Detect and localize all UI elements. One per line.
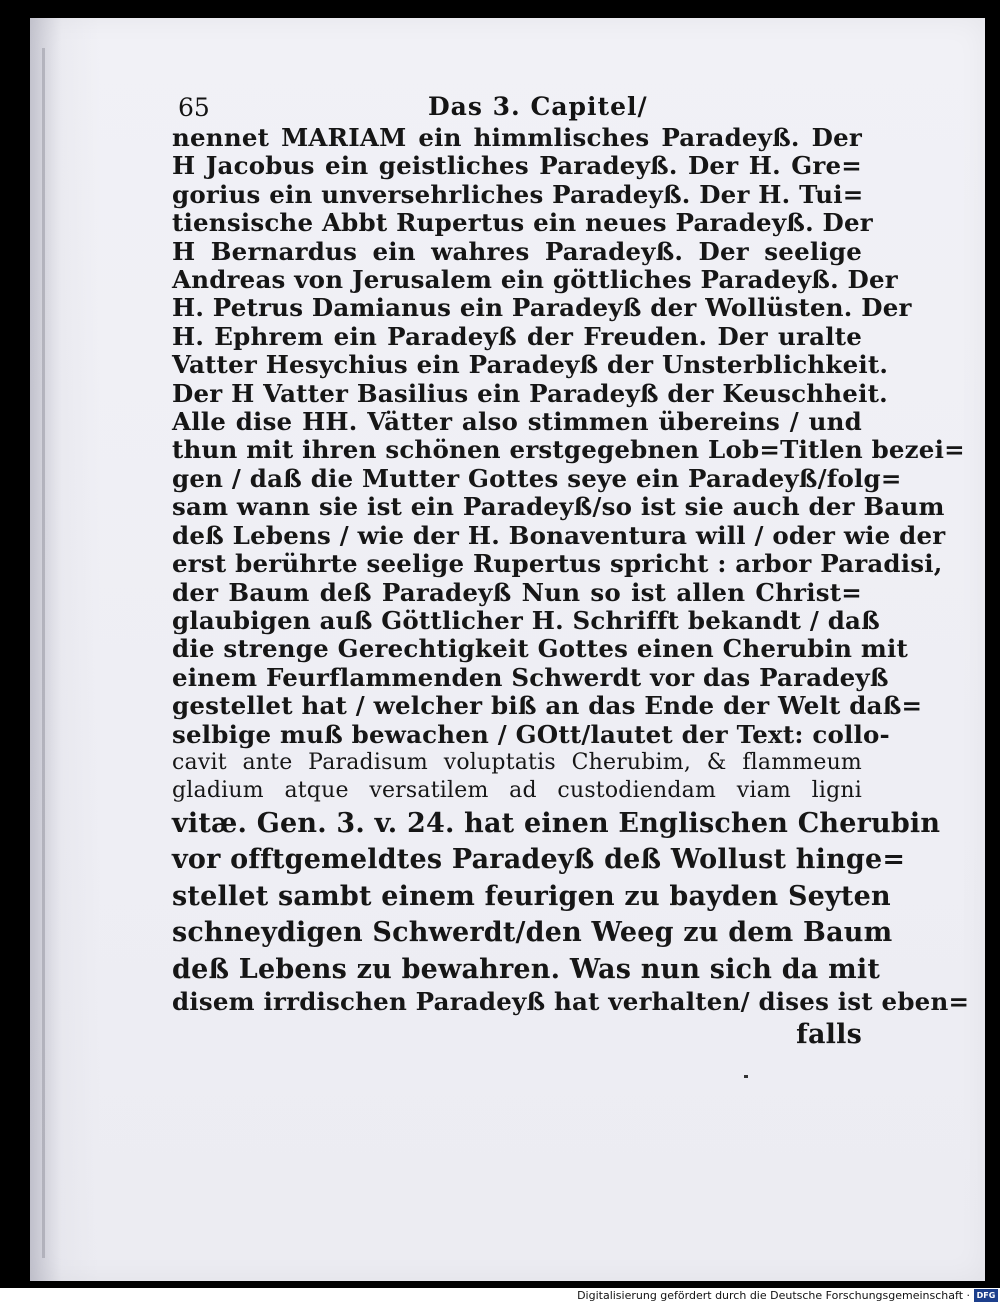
text-line: vitæ. Gen. 3. v. 24. hat einen Englischen Cherubin	[172, 807, 941, 839]
text-line: Vatter Hesychius ein Paradeyß der Unsterblichkeit.	[172, 350, 889, 380]
text-line: H Jacobus ein geistliches Paradeyß. Der H. Gre=	[172, 151, 862, 181]
text-line: H. Ephrem ein Paradeyß der Freuden. Der uralte	[172, 321, 862, 351]
text-line: gen / daß die Mutter Gottes seye ein Paradeyß/folg=	[172, 463, 902, 493]
text-line: selbige muß bewachen / GOtt/lautet der Text: collo-	[172, 719, 890, 749]
text-line: disem irrdischen Paradeyß hat verhalten/ dises ist eben=	[172, 987, 970, 1017]
body-text	[172, 123, 970, 1053]
text-line: schneydigen Schwerdt/den Weeg zu dem Baum	[172, 917, 893, 949]
text-line-latin: cavit ante Paradisum voluptatis Cherubim, & flammeum	[172, 749, 862, 775]
catchword: falls	[796, 1018, 862, 1050]
text-line: gorius ein unversehrliches Paradeyß. Der H. Tui=	[172, 179, 864, 209]
text-line: erst berührte seelige Rupertus spricht : arbor Paradisi,	[172, 549, 943, 579]
page-gutter-shadow	[30, 18, 100, 1281]
text-line: vor offtgemeldtes Paradeyß deß Wollust hinge=	[172, 844, 906, 876]
text-line: gestellet hat / welcher biß an das Ende der Welt daß=	[172, 691, 923, 721]
text-line: Der H Vatter Basilius ein Paradeyß der Keuschheit.	[172, 378, 888, 408]
text-line: einem Feurflammenden Schwerdt vor das Paradeyß	[172, 662, 889, 692]
text-line-latin: gladium atque versatilem ad custodiendam viam ligni	[172, 778, 862, 804]
page-number: 65	[178, 93, 210, 122]
text-line: sam wann sie ist ein Paradeyß/so ist sie auch der Baum	[172, 492, 945, 522]
text-line: Alle dise HH. Vätter also stimmen übereins / und	[172, 407, 862, 437]
ink-speck	[744, 1075, 748, 1078]
text-line: die strenge Gerechtigkeit Gottes einen Cherubin mit	[172, 634, 909, 664]
text-line: deß Lebens zu bewahren. Was nun sich da mit	[172, 953, 881, 985]
text-line: nennet MARIAM ein himmlisches Paradeyß. Der	[172, 123, 862, 152]
text-line: der Baum deß Paradeyß Nun so ist allen Christ=	[172, 577, 862, 607]
dfg-logo: DFG	[974, 1289, 998, 1302]
text-line: stellet sambt einem feurigen zu bayden Seyten	[172, 880, 891, 912]
text-line: H Bernardus ein wahres Paradeyß. Der seelige	[172, 236, 862, 266]
text-line: deß Lebens / wie der H. Bonaventura will / oder wie der	[172, 520, 946, 550]
text-line: tiensische Abbt Rupertus ein neues Paradeyß. Der	[172, 208, 873, 238]
text-line: thun mit ihren schönen erstgegebnen Lob=Titlen bezei=	[172, 435, 965, 465]
funding-note: Digitalisierung gefördert durch die Deutsche Forschungsgemeinschaft ·	[577, 1289, 970, 1302]
running-head: Das 3. Capitel/	[428, 92, 648, 121]
text-line: Andreas von Jerusalem ein göttliches Paradeyß. Der	[172, 265, 898, 295]
text-line: H. Petrus Damianus ein Paradeyß der Wollüsten. Der	[172, 293, 912, 323]
gutter-fold-line	[42, 48, 45, 1258]
text-line: glaubigen auß Göttlicher H. Schrifft bekandt / daß	[172, 605, 880, 635]
